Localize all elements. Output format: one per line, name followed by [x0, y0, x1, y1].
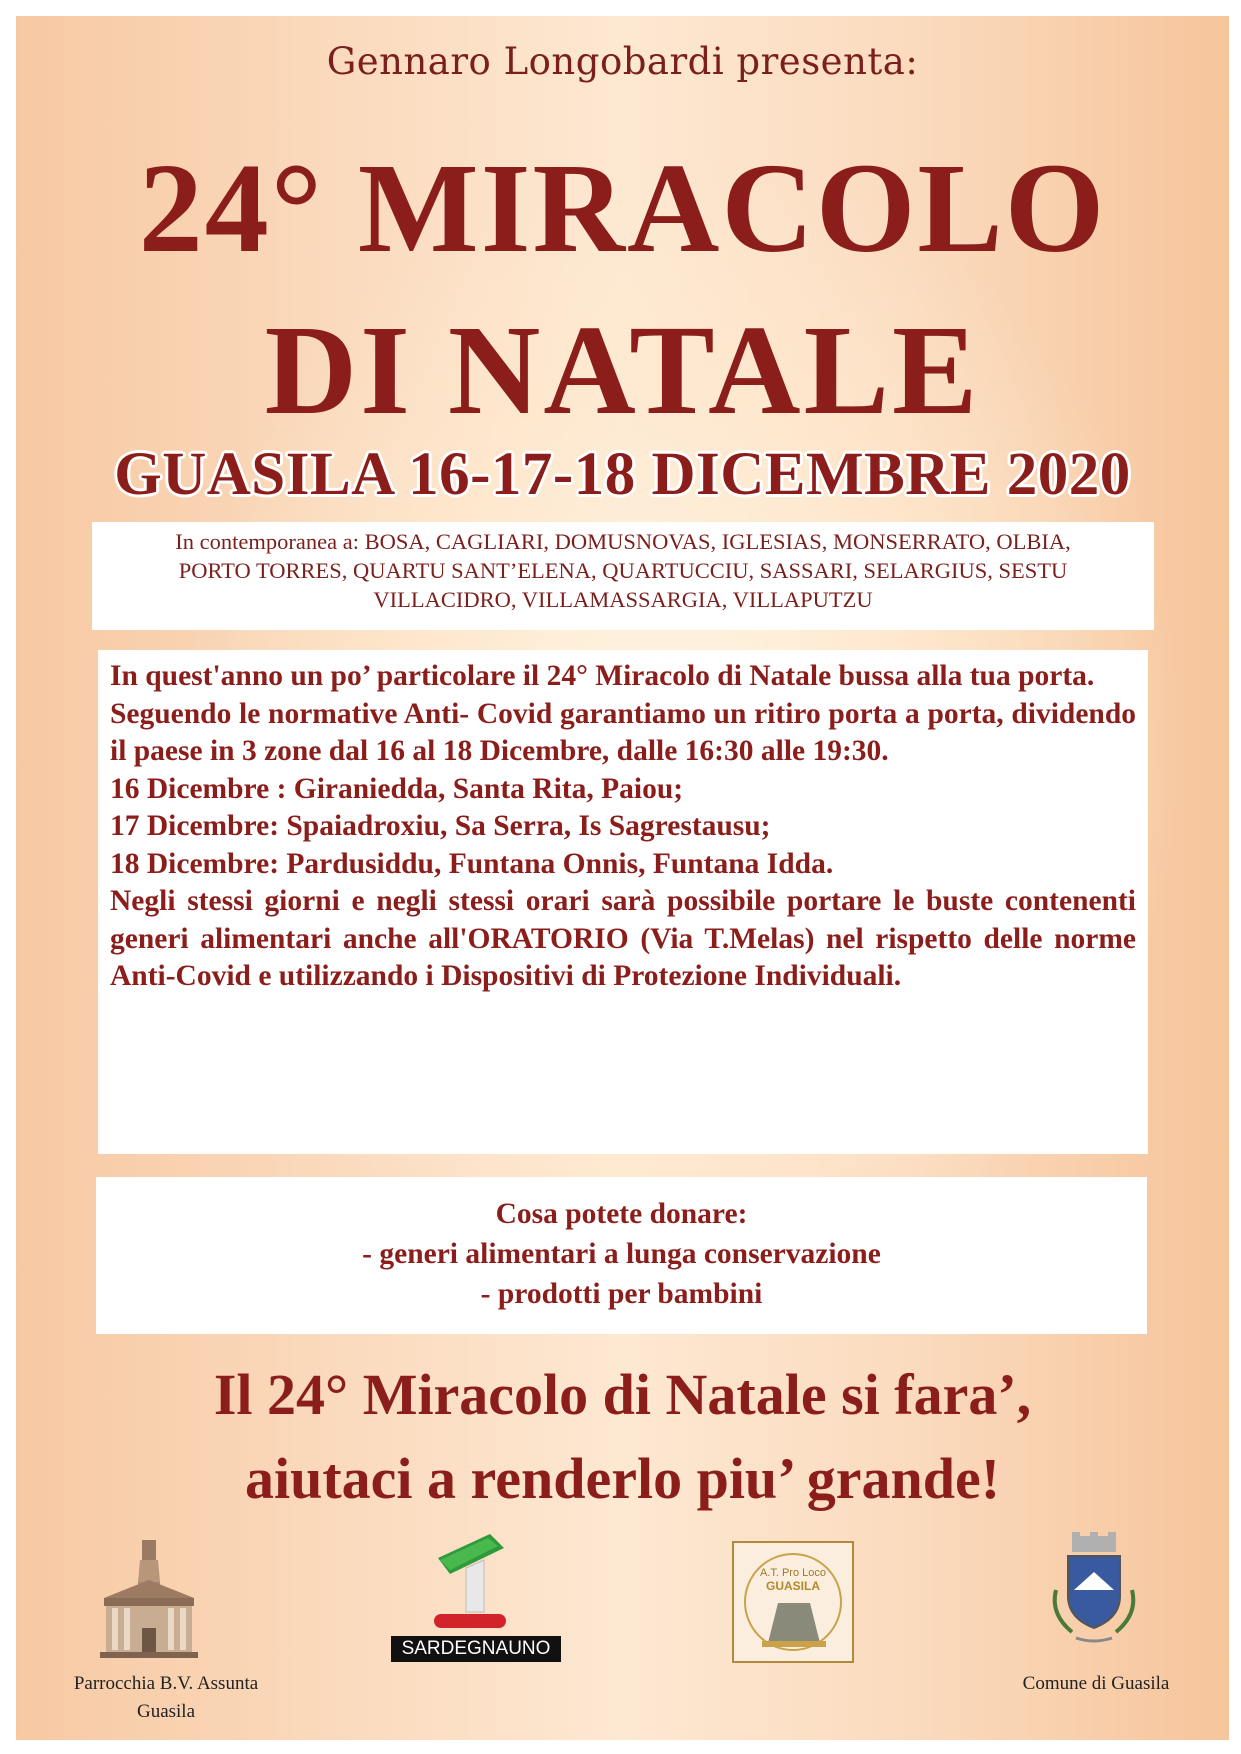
parrocchia-caption	[36, 1670, 296, 1726]
cities-line: In contemporanea a: BOSA, CAGLIARI, DOMUSNOVAS, IGLESIAS, MONSERRATO, OLBIA,	[175, 529, 1071, 554]
parrocchia-town: Guasila	[136, 1701, 196, 1722]
event-dates: GUASILA 16-17-18 DICEMBRE 2020	[114, 441, 1131, 508]
info-paragraph-pickup: Seguendo le normative Anti- Covid garantiamo un ritiro porta a porta, dividendo il paese in 3 zone dal 16 al 18 Dicembre, dalle 16:30 alle 19:30.	[110, 697, 1136, 767]
closing-line-1: Il 24° Miracolo di Natale si fara’,	[213, 1362, 1032, 1427]
closing-line-2: aiutaci a renderlo piu’ grande!	[244, 1446, 1001, 1511]
sardegnauno-logo	[428, 1530, 528, 1634]
info-paragraph-oratorio: Negli stessi giorni e negli stessi orari sarà possibile portare le buste contenenti generi alimentari anche all'ORATORIO (Via T.Melas) nel rispetto delle norme Anti-Covid e utilizzando i Dispositivi di Protezione Individuali.	[110, 885, 1136, 992]
schedule-day-17: 17 Dicembre: Spaiadroxiu, Sa Serra, Is Sagrestausu;	[110, 810, 771, 842]
info-box	[98, 650, 1148, 1154]
coat-of-arms-icon	[1046, 1530, 1142, 1654]
donate-box	[96, 1177, 1147, 1334]
proloco-logo	[732, 1541, 854, 1663]
nuraghe-icon	[762, 1597, 826, 1647]
parrocchia-name: Parrocchia B.V. Assunta	[73, 1673, 259, 1694]
title-line-2: DI NATALE	[264, 299, 981, 441]
schedule-day-16: 16 Dicembre : Giraniedda, Santa Rita, Paiou;	[110, 772, 684, 805]
poster	[16, 16, 1229, 1740]
presenter-line: Gennaro Longobardi presenta:	[326, 40, 919, 83]
schedule-day-18: 18 Dicembre: Pardusiddu, Funtana Onnis, Funtana Idda.	[110, 847, 834, 880]
donate-heading: Cosa potete donare:	[495, 1198, 748, 1230]
donate-item: - generi alimentari a lunga conservazione	[362, 1238, 881, 1270]
proloco-text: A.T. Pro Loco	[759, 1567, 827, 1579]
sardegnauno-label: SARDEGNAUNO	[391, 1636, 561, 1662]
cities-line: VILLACIDRO, VILLAMASSARGIA, VILLAPUTZU	[373, 587, 873, 612]
title-line-1: 24° MIRACOLO	[138, 137, 1107, 279]
cities-box	[92, 522, 1154, 630]
church-icon	[94, 1536, 204, 1660]
comune-caption: Comune di Guasila	[1022, 1673, 1170, 1694]
proloco-town: GUASILA	[766, 1579, 820, 1593]
cities-line: PORTO TORRES, QUARTU SANT’ELENA, QUARTUCCIU, SASSARI, SELARGIUS, SESTU	[178, 558, 1068, 583]
donate-item: - prodotti per bambini	[480, 1278, 763, 1310]
info-paragraph-intro: In quest'anno un po’ particolare il 24° Miracolo di Natale bussa alla tua porta.	[110, 660, 1095, 692]
